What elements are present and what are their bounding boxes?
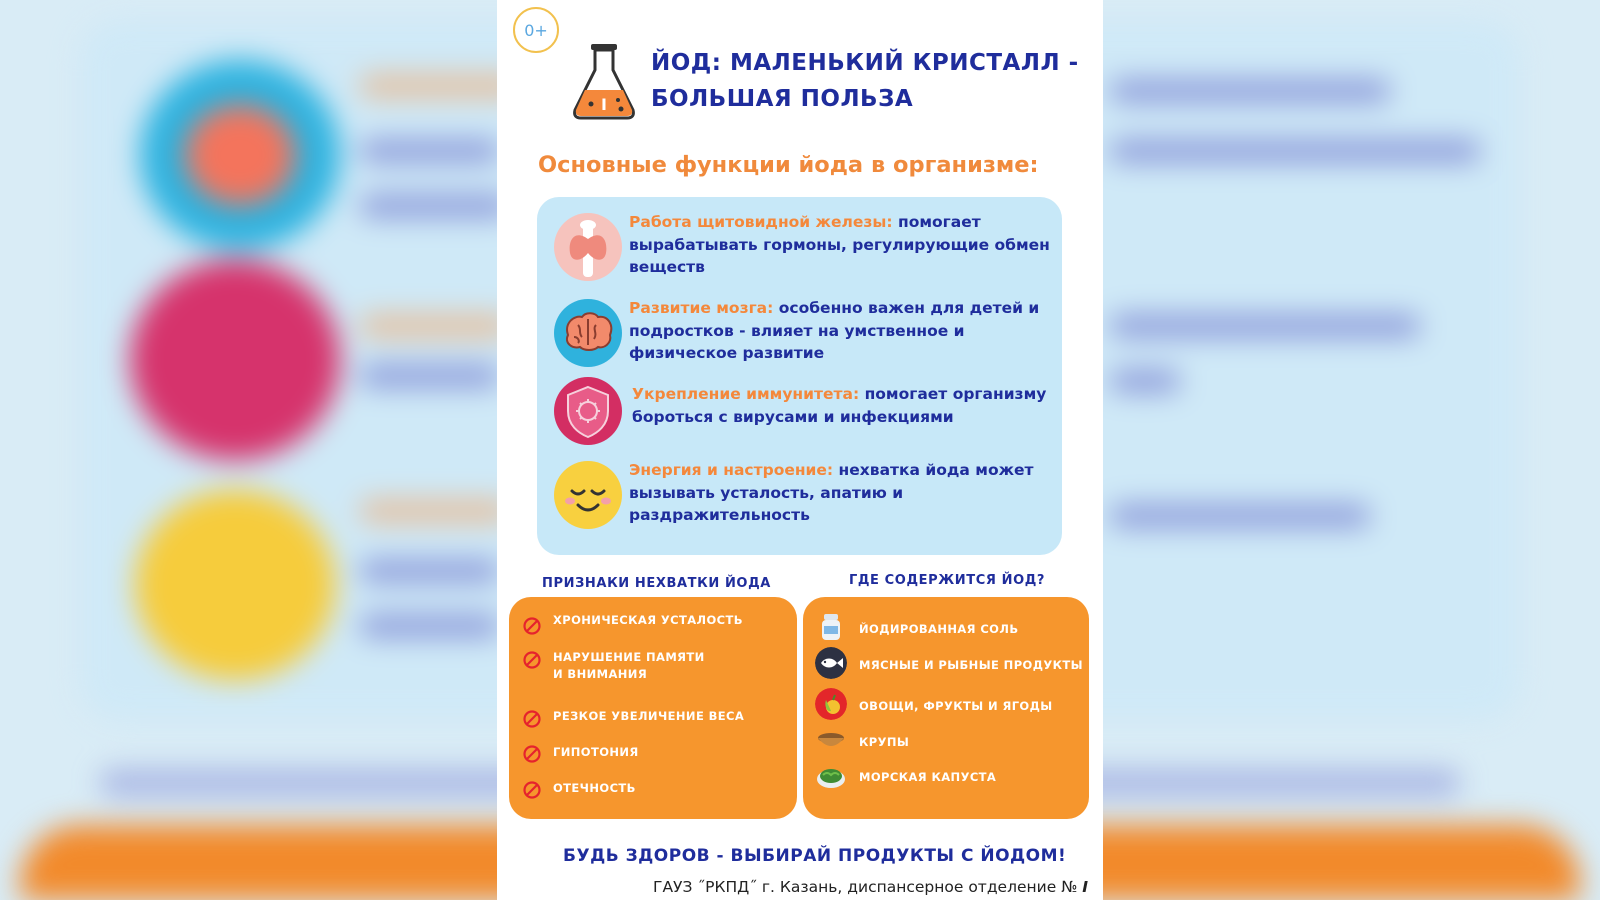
deficiency-item: ГИПОТОНИЯ: [553, 745, 639, 759]
deficiency-item-continued: И ВНИМАНИЯ: [553, 667, 648, 681]
function-text: [629, 459, 1059, 527]
footer-number: I: [1082, 878, 1089, 896]
smiley-icon: [552, 459, 624, 531]
footer-text: ГАУЗ ˝РКПД˝ г. Казань, диспансерное отделение №: [653, 878, 1078, 896]
deficiency-item: РЕЗКОЕ УВЕЛИЧЕНИЕ ВЕСА: [553, 709, 745, 723]
function-heading: Энергия и настроение:: [629, 461, 834, 479]
prohibited-icon: [523, 710, 541, 728]
flask-label: I: [601, 95, 607, 114]
source-item: ОВОЩИ, ФРУКТЫ И ЯГОДЫ: [859, 699, 1053, 713]
slogan: БУДЬ ЗДОРОВ - ВЫБИРАЙ ПРОДУКТЫ С ЙОДОМ!: [563, 846, 1067, 866]
prohibited-icon: [523, 651, 541, 669]
source-item: ЙОДИРОВАННАЯ СОЛЬ: [859, 622, 1019, 636]
source-item: КРУПЫ: [859, 735, 910, 749]
thyroid-icon: [552, 211, 624, 283]
footer-credit: [653, 878, 1088, 896]
functions-panel: [537, 197, 1062, 555]
title-line-2: БОЛЬШАЯ ПОЛЬЗА: [651, 86, 914, 112]
function-heading: Развитие мозга:: [629, 299, 774, 317]
prohibited-icon: [523, 617, 541, 635]
function-text: [629, 211, 1059, 279]
sources-heading: ГДЕ СОДЕРЖИТСЯ ЙОД?: [849, 573, 1046, 588]
prohibited-icon: [523, 781, 541, 799]
source-item: МОРСКАЯ КАПУСТА: [859, 770, 997, 784]
salt-jar-icon: [815, 611, 847, 643]
function-description: помогает вырабатывать гормоны, регулирующие обмен веществ: [629, 213, 1050, 276]
flask-icon: [571, 42, 637, 120]
prohibited-icon: [523, 745, 541, 763]
subtitle: Основные функции йода в организме:: [538, 152, 1039, 178]
title-line-1: ЙОД: МАЛЕНЬКИЙ КРИСТАЛЛ -: [651, 50, 1079, 76]
sources-panel: [803, 597, 1089, 819]
iodine-poster: [497, 0, 1103, 900]
fruit-icon: [815, 688, 847, 720]
seaweed-icon: [815, 759, 847, 791]
age-rating-badge: 0+: [513, 7, 559, 53]
page-title: [651, 45, 1091, 117]
function-description: помогает организму бороться с вирусами и инфекциями: [632, 385, 1047, 426]
immunity-shield-icon: [552, 375, 624, 447]
grain-bowl-icon: [815, 724, 847, 756]
deficiency-item: НАРУШЕНИЕ ПАМЯТИ: [553, 650, 705, 664]
function-heading: Укрепление иммунитета:: [632, 385, 860, 403]
function-text: [632, 383, 1062, 428]
function-heading: Работа щитовидной железы:: [629, 213, 893, 231]
deficiency-item: ОТЕЧНОСТЬ: [553, 781, 636, 795]
function-description: нехватка йода может вызывать усталость, апатию и раздражительность: [629, 461, 1034, 524]
deficiency-heading: ПРИЗНАКИ НЕХВАТКИ ЙОДА: [542, 576, 771, 591]
function-text: [629, 297, 1059, 365]
function-description: особенно важен для детей и подростков - влияет на умственное и физическое развитие: [629, 299, 1040, 362]
fish-icon: [815, 647, 847, 679]
source-item: МЯСНЫЕ И РЫБНЫЕ ПРОДУКТЫ: [859, 658, 1083, 672]
brain-icon: [552, 297, 624, 369]
deficiency-item: ХРОНИЧЕСКАЯ УСТАЛОСТЬ: [553, 613, 743, 627]
deficiency-panel: [509, 597, 797, 819]
